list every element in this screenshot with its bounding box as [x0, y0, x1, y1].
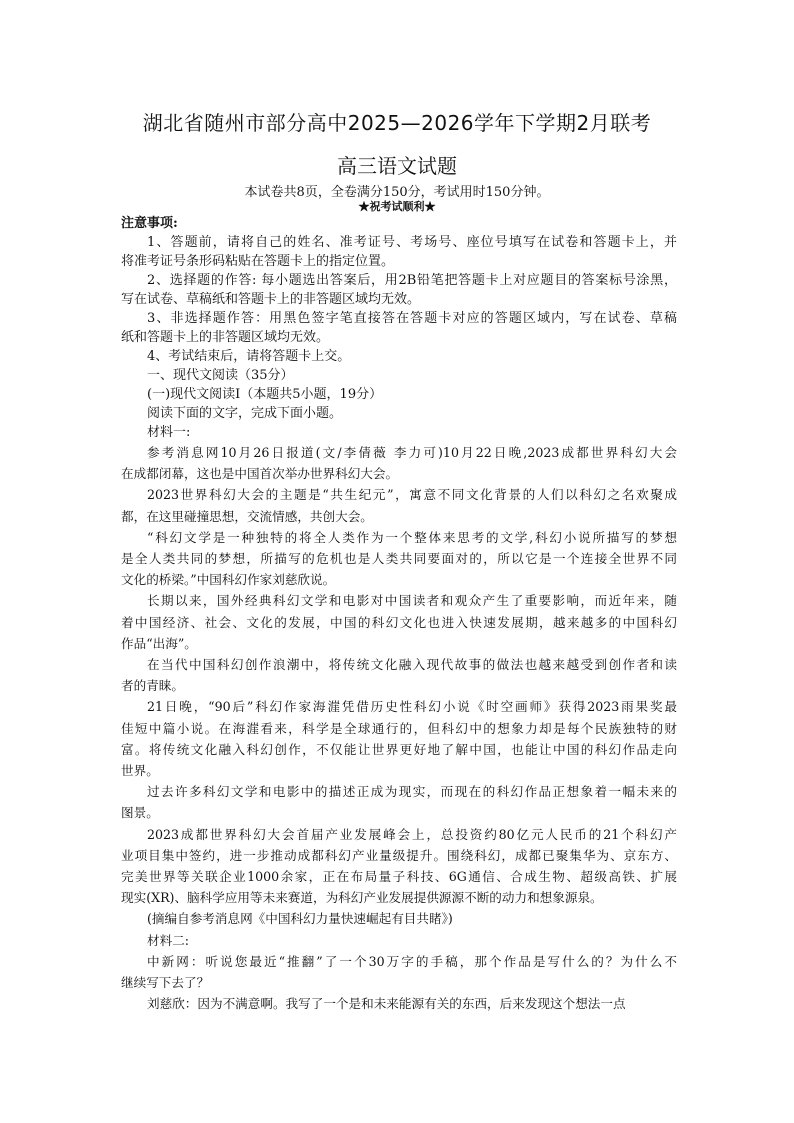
material-one-paragraph-line: “科幻文学是一种独特的将全人类作为一个整体来思考的文学,科幻小说所描写的梦想: [147, 529, 677, 545]
exam-subtitle: 高三语文试题: [337, 154, 457, 178]
reading-instruction: 阅读下面的文字，完成下面小题。: [147, 406, 343, 421]
material-one-label: 材料一:: [147, 425, 191, 440]
material-one-paragraph-line: 21日晚，“90后”科幻作家海漄凭借历史性科幻小说《时空画师》获得2023雨果奖最: [147, 699, 677, 715]
section-heading: 一、现代文阅读（35分）: [147, 368, 294, 383]
material-two-paragraphs: [121, 951, 677, 1015]
material-one-paragraph-line: 都，在这里碰撞思想，交流情感，共创大会。: [121, 508, 373, 524]
material-two-paragraph: [121, 951, 677, 993]
material-one-paragraph-line: 现实(XR)、脑科学应用等未来赛道，为科幻产业发展提供源源不断的动力和想象源泉。: [121, 890, 603, 906]
material-one-paragraph-line: 者的青睐。: [121, 678, 184, 694]
material-one-paragraph: [121, 484, 677, 526]
material-one-paragraphs: [121, 442, 677, 930]
material-one-paragraph-line: 富。将传统文化融入科幻创作，不仅能让世界更好地了解中国，也能让中国的科幻作品走向: [121, 741, 677, 757]
material-one: [121, 442, 677, 1014]
material-two-paragraph-line: 中新网：听说您最近“推翻”了一个30万字的手稿，那个作品是写什么的？为什么不: [147, 953, 677, 969]
notice-item-line: 纸和答题卡上的非答题区域均无效。: [121, 330, 330, 345]
notice-item-line: 写在试卷、草稿纸和答题卡上的非答题区域均无效。: [121, 292, 421, 307]
notice-item: [121, 309, 677, 347]
material-two-paragraph-line: 继续写下去了？: [121, 975, 210, 991]
material-one-paragraph: [121, 908, 677, 929]
material-one-paragraph-line: 世界。: [121, 763, 159, 779]
material-two-paragraph-line: 刘慈欣：因为不满意啊。我写了一个是和未来能源有关的东西，后来发现这个想法一点: [147, 996, 626, 1012]
material-one-paragraph-line: 在成都闭幕，这也是中国首次举办世界科幻大会。: [121, 466, 399, 482]
good-luck-wish: ★祝考试顺利★: [358, 200, 436, 213]
material-two-paragraph: [121, 993, 677, 1014]
material-one-paragraph-line: 过去许多科幻文学和电影中的描述正成为现实，而现在的科幻作品正想象着一幅未来的: [147, 784, 677, 800]
notice-item-line: 将准考证号条形码粘贴在答题卡上的指定位置。: [121, 254, 395, 269]
material-one-paragraph: [121, 824, 677, 909]
material-one-paragraph-line: 长期以来，国外经典科幻文学和电影对中国读者和观众产生了重要影响，而近年来，随: [147, 593, 677, 609]
material-one-paragraph: [121, 590, 677, 654]
material-one-paragraph-line: 在当代中国科幻创作浪潮中，将传统文化融入现代故事的做法也越来越受到创作者和读: [147, 657, 677, 673]
exam-title: 湖北省随州市部分高中2025—2026学年下学期2月联考: [142, 111, 652, 135]
material-one-paragraph: [121, 696, 677, 781]
exam-body: [121, 214, 677, 1014]
material-one-paragraph-line: 2023世界科幻大会的主题是“共生纪元”，寓意不同文化背景的人们以科幻之名欢聚成: [147, 487, 677, 503]
section-subheading: (一)现代文阅读Ⅰ（本题共5小题，19分）: [147, 387, 383, 402]
notice-item: [121, 271, 677, 309]
notice-heading: 注意事项:: [121, 216, 178, 231]
notice-item-line: 4、考试结束后，请将答题卡上交。: [147, 349, 351, 364]
material-one-paragraph: [121, 654, 677, 696]
notice-item: [121, 347, 677, 366]
material-one-paragraph-line: 2023成都世界科幻大会首届产业发展峰会上，总投资约80亿元人民币的21个科幻产: [147, 826, 677, 842]
material-one-paragraph-line: 佳短中篇小说。在海漄看来，科学是全球通行的，但科幻中的想象力却是每个民族独特的财: [121, 720, 677, 736]
material-one-paragraph-line: 着中国经济、社会、文化的发展，中国的科幻文化也进入快速发展期，越来越多的中国科幻: [121, 614, 677, 630]
material-one-paragraph-line: 完美世界等关联企业1000余家，正在布局量子科技、6G通信、合成生物、超级高铁、扩展: [121, 869, 677, 885]
material-one-paragraph: [121, 781, 677, 823]
material-one-paragraph-line: (摘编自参考消息网《中国科幻力量快速崛起有目共睹》): [147, 911, 453, 927]
material-one-paragraph: [121, 442, 677, 484]
notice-item-line: 2、选择题的作答: 每小题选出答案后，用2B铅笔把答题卡上对应题目的答案标号涂黑，: [147, 273, 677, 288]
material-one-paragraph: [121, 527, 677, 591]
notice-item-line: 1、答题前，请将自己的姓名、准考证号、考场号、座位号填写在试卷和答题卡上，并: [147, 235, 677, 250]
material-one-paragraph-line: 业项目集中签约，进一步推动成都科幻产业量级提升。围绕科幻，成都已聚集华为、京东方、: [121, 847, 677, 863]
material-one-paragraph-line: 参考消息网10月26日报道(文/李倩薇 李力可)10月22日晚,2023成都世界科幻大会: [147, 445, 677, 460]
material-one-paragraph-line: 图景。: [121, 805, 159, 821]
material-one-paragraph-line: 是全人类共同的梦想，所描写的危机也是人类共同要面对的，所以它是一个连接全世界不同: [121, 551, 677, 567]
notice-item: [121, 233, 677, 271]
notice-item-line: 3、非选择题作答：用黑色签字笔直接答在答题卡对应的答题区域内，写在试卷、草稿: [147, 311, 677, 326]
material-two-label: 材料二:: [147, 932, 190, 948]
exam-intro: 本试卷共8页，全卷满分150分，考试用时150分钟。: [244, 185, 550, 200]
material-one-paragraph-line: 作品“出海”。: [121, 635, 197, 651]
material-one-paragraph-line: 文化的桥梁。”中国科幻作家刘慈欣说。: [121, 572, 336, 588]
notice-list: [121, 233, 677, 366]
